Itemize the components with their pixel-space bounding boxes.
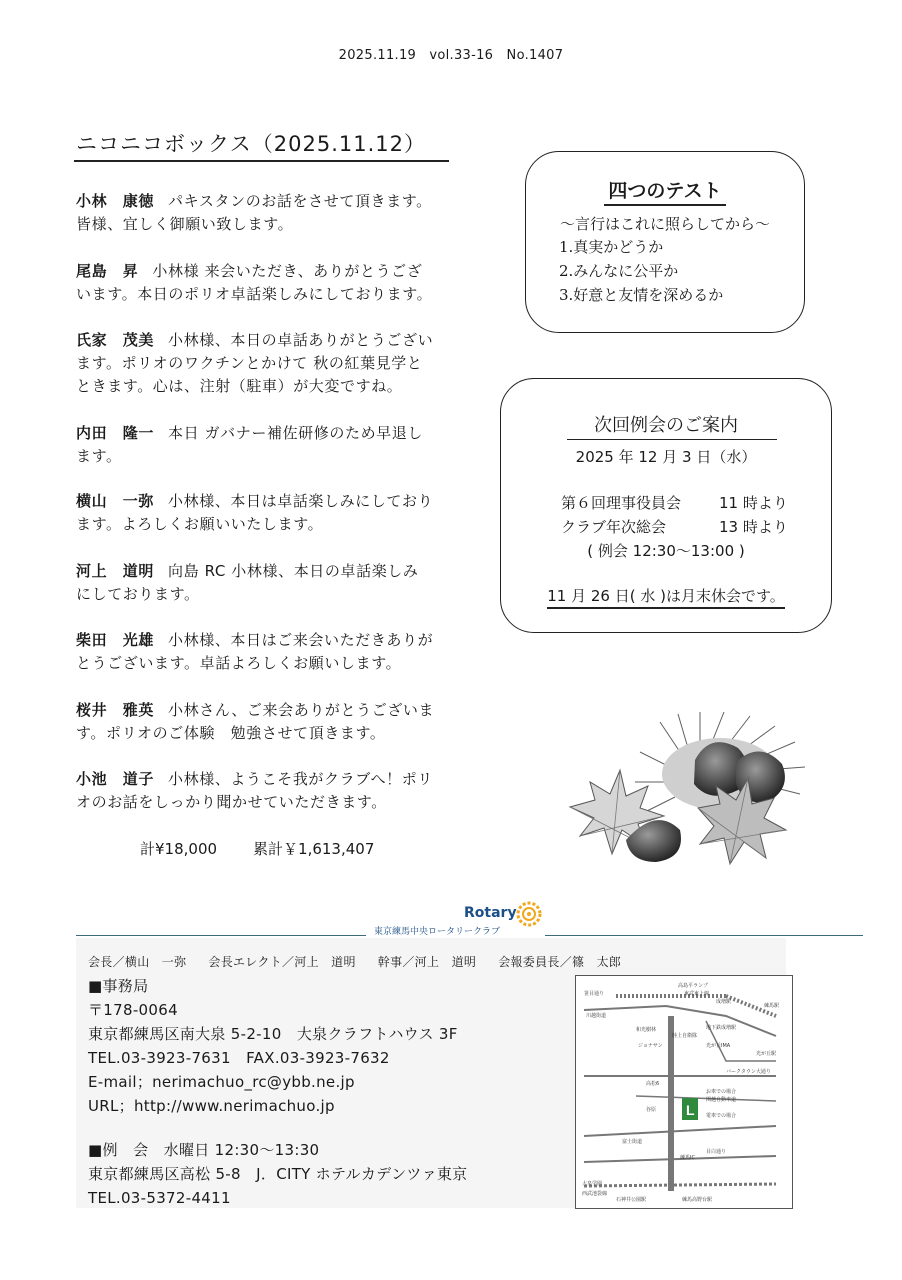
nikoniko-entry	[76, 699, 448, 745]
footer-rule-left	[76, 935, 366, 936]
office-address: 東京都練馬区南大泉 5-2-10 大泉クラフトハウス 3F	[88, 1025, 458, 1043]
map-label: 練馬高野台駅	[682, 1197, 713, 1203]
map-label: 練馬駅	[764, 1003, 780, 1009]
regular-meeting-time: ( 例会 12:30～13:00 )	[587, 542, 745, 560]
member-name: 横山 一弥	[76, 492, 155, 510]
member-name: 小池 道子	[76, 770, 155, 788]
holiday-notice: 11 月 26 日( 水 )は月末休会です。	[501, 584, 831, 608]
office-heading: ■事務局	[88, 977, 149, 995]
map-label: ジョナサン	[638, 1043, 663, 1049]
member-name: 小林 康徳	[76, 192, 155, 210]
map-label: 川越街道	[586, 1013, 607, 1019]
cumulative-amount: 累計￥1,613,407	[253, 840, 375, 858]
member-name: 尾島 昇	[76, 262, 139, 280]
map-label: 和光樹林	[636, 1027, 657, 1033]
map-label: 練馬IC	[680, 1155, 695, 1161]
office-postal: 〒178-0064	[88, 1001, 178, 1019]
office-block	[88, 974, 458, 1118]
map-label: 西武池袋線	[582, 1191, 608, 1197]
chestnut-maple-illustration	[560, 712, 820, 872]
president: 会長／横山 一弥	[88, 955, 187, 969]
office-email[interactable]: E-mail；nerimachuo_rc@ybb.ne.jp	[88, 1073, 355, 1091]
entry-text: 小林様、ようこそ我がクラブへ！ポリ	[168, 770, 433, 788]
next-meeting-title: 次回例会のご案内	[594, 415, 738, 436]
schedule-item-label: クラブ年次総会	[561, 518, 667, 536]
map-label: バークタウン大通り	[726, 1069, 771, 1075]
rotary-wheel-icon	[516, 901, 542, 927]
club-name: 東京練馬中央ロータリークラブ	[374, 927, 501, 937]
entry-text: ます。ポリオのワクチンとかけて 秋の紅葉見学と	[76, 354, 423, 372]
meeting-heading: ■例 会 水曜日 12:30～13:30	[88, 1141, 320, 1159]
member-name: 桜井 雅英	[76, 701, 155, 719]
nikoniko-entry	[76, 190, 448, 236]
entry-text: にしております。	[76, 585, 200, 603]
map-label: 富士街道	[622, 1139, 643, 1145]
entry-text: 小林様、本日はご来会いただきありが	[168, 631, 434, 649]
entry-text: 向島 RC 小林様、本日の卓話楽しみ	[168, 562, 419, 580]
entry-text: す。ポリオのご体験 勉強させて頂きます。	[76, 724, 386, 742]
next-meeting-box	[500, 378, 832, 633]
entry-text: 皆様、宜しく御願い致します。	[76, 215, 294, 233]
entry-text: 小林様、本日の卓話ありがとうござい	[168, 331, 434, 349]
access-map	[575, 975, 793, 1209]
schedule-item-time: 13 時より	[719, 518, 788, 536]
nikoniko-entry	[76, 260, 448, 306]
meeting-tel: TEL.03-5372-4411	[88, 1189, 231, 1207]
bulletin-chair: 会報委員長／篠 太郎	[498, 955, 622, 969]
map-label: 石神井公園駅	[616, 1197, 647, 1203]
svg-text:L: L	[686, 1102, 695, 1118]
entry-text: ます。よろしくお願いいたします。	[76, 515, 324, 533]
member-name: 内田 隆一	[76, 424, 155, 442]
map-label: 成増駅	[716, 999, 732, 1005]
meeting-address: 東京都練馬区高松 5-8 J．CITY ホテルカデンツァ東京	[88, 1165, 468, 1183]
entry-text: オのお話をしっかり聞かせていただきます。	[76, 793, 387, 811]
nikoniko-entry	[76, 422, 448, 468]
nikoniko-entry	[76, 490, 448, 536]
schedule-item-time: 11 時より	[719, 494, 788, 512]
entry-text: 本日 ガバナー補佐研修のため早退し	[168, 424, 423, 442]
secretary: 幹事／河上 道明	[377, 955, 477, 969]
issue-header: 2025.11.19 vol.33-16 No.1407	[338, 48, 564, 63]
entry-text: とうございます。卓話よろしくお願いします。	[76, 654, 402, 672]
rotary-logo-text: Rotary	[464, 905, 517, 921]
four-way-test-subtitle: ～言行はこれに照らしてから～	[559, 215, 770, 233]
nikoniko-entry	[76, 560, 448, 606]
entry-text: います。本日のポリオ卓話楽しみにしております。	[76, 285, 433, 303]
map-label: お車での場合	[706, 1089, 737, 1095]
member-name: 氏家 茂美	[76, 331, 155, 349]
map-label: 関越自動車道	[706, 1097, 737, 1103]
officers-line	[88, 953, 643, 970]
title-divider	[567, 439, 777, 440]
four-way-test-item: 2.みんなに公平か	[559, 262, 679, 280]
member-name: 河上 道明	[76, 562, 155, 580]
nikoniko-entry	[76, 768, 448, 814]
map-label: 地下鉄成増駅	[706, 1025, 737, 1031]
four-way-test-box	[525, 151, 805, 333]
four-way-test-item: 3.好意と友情を深めるか	[559, 286, 724, 304]
map-label: 東武東上線	[684, 991, 710, 997]
entry-text: 小林様 来会いただき、ありがとうござ	[152, 262, 423, 280]
office-url[interactable]: URL；http://www.nerimachuo.jp	[88, 1097, 335, 1115]
schedule-item-label: 第６回理事役員会	[561, 494, 682, 512]
totals	[140, 838, 410, 859]
map-label: 電車での場合	[706, 1113, 737, 1119]
entry-text: 小林様、本日は卓話楽しみにしており	[168, 492, 434, 510]
title-underline	[74, 160, 449, 162]
map-label: 光が丘駅	[756, 1051, 777, 1057]
map-label: 目白通り	[706, 1149, 727, 1155]
entry-text: ます。	[76, 447, 122, 465]
total-amount: 計¥18,000	[140, 840, 218, 858]
nikoniko-title: ニコニコボックス（2025.11.12）	[76, 132, 427, 156]
office-tel-fax: TEL.03-3923-7631 FAX.03-3923-7632	[88, 1049, 390, 1067]
map-label: 高島平ランプ	[678, 983, 709, 989]
nikoniko-entry	[76, 329, 448, 398]
entry-text: パキスタンのお話をさせて頂きます。	[168, 192, 432, 210]
entry-text: ときます。心は、注射（駐車）が大変ですね。	[76, 377, 403, 395]
map-label: 高松6	[646, 1081, 660, 1087]
map-label: 笹目通り	[584, 991, 605, 997]
four-way-test-title: 四つのテスト	[526, 176, 804, 203]
map-label: 大泉学園	[582, 1181, 603, 1187]
meeting-block	[88, 1138, 467, 1210]
map-label: 陸上自衛隊	[672, 1033, 698, 1039]
entry-text: 小林さん、ご来会ありがとうございま	[168, 701, 435, 719]
four-way-test-item: 1.真実かどうか	[559, 238, 664, 256]
map-label: 谷原	[646, 1107, 657, 1113]
map-drawing	[576, 976, 792, 1208]
footer-rule-right	[545, 935, 863, 936]
map-label: 光が丘IMA	[706, 1043, 731, 1049]
nikoniko-entry	[76, 629, 448, 675]
next-meeting-date: 2025 年 12 月 3 日（水）	[575, 448, 757, 466]
president-elect: 会長エレクト／河上 道明	[208, 955, 356, 969]
member-name: 柴田 光雄	[76, 631, 155, 649]
